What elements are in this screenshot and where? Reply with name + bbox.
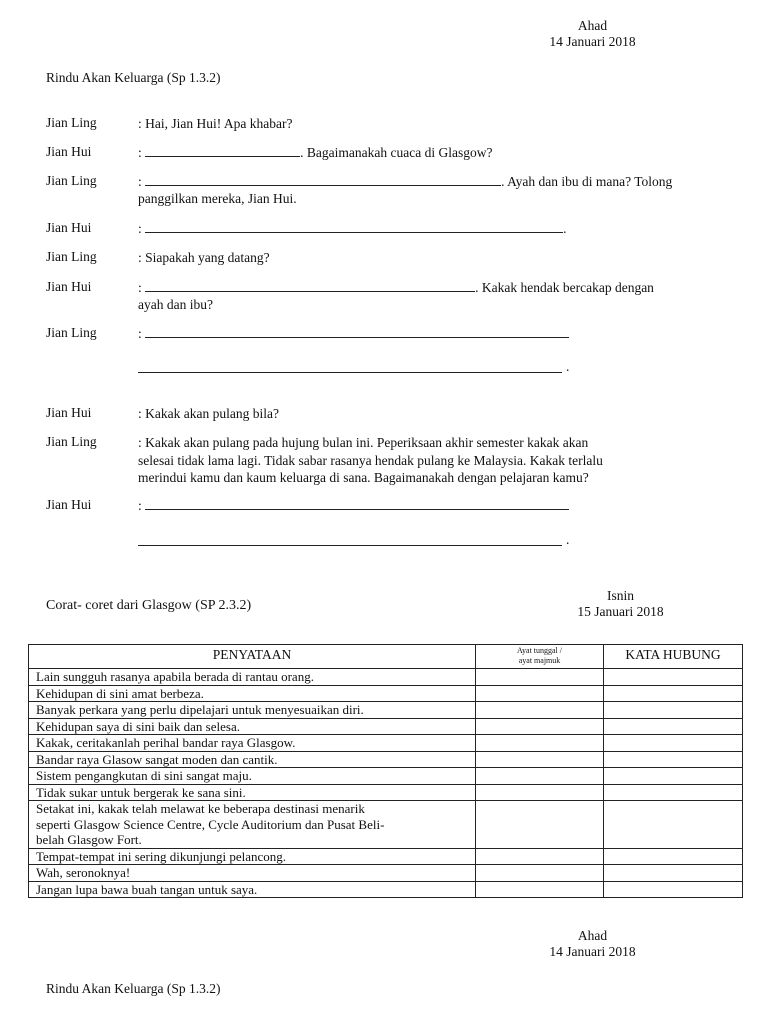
statement-cell: Kakak, ceritakanlah perihal bandar raya Glasgow. xyxy=(29,735,476,752)
ayat-type-cell[interactable] xyxy=(476,669,604,686)
ayat-type-cell[interactable] xyxy=(476,865,604,882)
table-row xyxy=(29,784,743,801)
line-end-period: . xyxy=(566,359,570,374)
speaker-name: Jian Ling xyxy=(46,115,97,130)
table-row xyxy=(29,881,743,898)
dialogue-line: : xyxy=(138,325,569,342)
kata-hubung-cell[interactable] xyxy=(604,702,743,719)
day-label: Ahad xyxy=(577,18,608,33)
statement-cell: Banyak perkara yang perlu dipelajari untuk menyesuaikan diri. xyxy=(29,702,476,719)
ayat-type-cell[interactable] xyxy=(476,735,604,752)
kata-hubung-cell[interactable] xyxy=(604,784,743,801)
speaker-name: Jian Ling xyxy=(46,434,97,449)
speaker-name: Jian Hui xyxy=(46,220,92,235)
date-label: 14 Januari 2018 xyxy=(549,34,636,49)
table-row xyxy=(29,702,743,719)
ayat-type-cell[interactable] xyxy=(476,768,604,785)
kata-hubung-cell[interactable] xyxy=(604,848,743,865)
dialogue-line: : . xyxy=(138,221,567,236)
table-header-row xyxy=(29,645,743,669)
ayat-type-cell[interactable] xyxy=(476,702,604,719)
dialogue-line: : xyxy=(138,497,569,514)
speaker-name: Jian Hui xyxy=(46,279,92,294)
table-row xyxy=(29,685,743,702)
statement-cell: Wah, seronoknya! xyxy=(29,865,476,882)
answer-blank[interactable] xyxy=(145,279,475,292)
ayat-type-cell[interactable] xyxy=(476,718,604,735)
header-penyataan: PENYATAAN xyxy=(29,645,476,669)
table-row xyxy=(29,669,743,686)
kata-hubung-cell[interactable] xyxy=(604,801,743,849)
section-title-2: Corat- coret dari Glasgow (SP 2.3.2) xyxy=(46,598,252,613)
kata-hubung-cell[interactable] xyxy=(604,669,743,686)
kata-hubung-cell[interactable] xyxy=(604,751,743,768)
dialogue-line: : . Kakak hendak bercakap dengan xyxy=(138,280,654,295)
answer-blank[interactable] xyxy=(145,220,563,233)
speaker-name: Jian Hui xyxy=(46,497,92,512)
table-row xyxy=(29,735,743,752)
date-header-3 xyxy=(520,928,665,960)
dialogue-continuation: selesai tidak lama lagi. Tidak sabar rasanya hendak pulang ke Malaysia. Kakak terlalu xyxy=(138,453,603,468)
speaker-name: Jian Hui xyxy=(46,405,92,420)
ayat-type-cell[interactable] xyxy=(476,685,604,702)
table-row xyxy=(29,801,743,849)
ayat-type-cell[interactable] xyxy=(476,881,604,898)
statement-cell: Tidak sukar untuk bergerak ke sana sini. xyxy=(29,784,476,801)
statement-cell: Jangan lupa bawa buah tangan untuk saya. xyxy=(29,881,476,898)
statement-cell: Tempat-tempat ini sering dikunjungi pelancong. xyxy=(29,848,476,865)
day-label: Ahad xyxy=(577,928,608,943)
dialogue-line: : . Ayah dan ibu di mana? Tolong xyxy=(138,174,673,189)
section-title-1: Rindu Akan Keluarga (Sp 1.3.2) xyxy=(46,70,221,85)
kata-hubung-cell[interactable] xyxy=(604,685,743,702)
dialogue-continuation: panggilkan mereka, Jian Hui. xyxy=(138,191,297,206)
ayat-type-cell[interactable] xyxy=(476,801,604,849)
statement-table xyxy=(28,644,743,898)
table-row xyxy=(29,865,743,882)
header-kata-hubung: KATA HUBUNG xyxy=(604,645,743,669)
ayat-type-cell[interactable] xyxy=(476,784,604,801)
dialogue-line: : Kakak akan pulang bila? xyxy=(138,406,279,421)
answer-blank[interactable] xyxy=(145,173,501,186)
table-row xyxy=(29,848,743,865)
statement-cell: Lain sungguh rasanya apabila berada di rantau orang. xyxy=(29,669,476,686)
answer-blank[interactable] xyxy=(138,545,562,546)
table-row xyxy=(29,751,743,768)
section-title-3: Rindu Akan Keluarga (Sp 1.3.2) xyxy=(46,981,221,996)
date-label: 15 Januari 2018 xyxy=(577,604,664,619)
date-header-2 xyxy=(548,588,693,620)
header-ayat-type: Ayat tunggal / ayat majmuk xyxy=(476,645,604,669)
dialogue-line: : Hai, Jian Hui! Apa khabar? xyxy=(138,116,293,131)
statement-cell: Bandar raya Glasow sangat moden dan cantik. xyxy=(29,751,476,768)
speaker-name: Jian Ling xyxy=(46,249,97,264)
dialogue-line: : Kakak akan pulang pada hujung bulan ini. Peperiksaan akhir semester kakak akan xyxy=(138,435,589,450)
date-label: 14 Januari 2018 xyxy=(549,944,636,959)
day-label: Isnin xyxy=(607,588,634,603)
statement-cell: Kehidupan di sini amat berbeza. xyxy=(29,685,476,702)
speaker-name: Jian Ling xyxy=(46,325,97,340)
answer-blank[interactable] xyxy=(145,497,569,510)
speaker-name: Jian Hui xyxy=(46,144,92,159)
date-header-1 xyxy=(520,18,665,50)
table-row xyxy=(29,718,743,735)
kata-hubung-cell[interactable] xyxy=(604,735,743,752)
dialogue-line: : Siapakah yang datang? xyxy=(138,250,270,265)
dialogue-line: : . Bagaimanakah cuaca di Glasgow? xyxy=(138,145,493,160)
dialogue-continuation: ayah dan ibu? xyxy=(138,297,213,312)
answer-blank[interactable] xyxy=(145,144,300,157)
ayat-type-cell[interactable] xyxy=(476,751,604,768)
answer-blank[interactable] xyxy=(145,325,569,338)
table-row xyxy=(29,768,743,785)
statement-cell: Sistem pengangkutan di sini sangat maju. xyxy=(29,768,476,785)
kata-hubung-cell[interactable] xyxy=(604,865,743,882)
statement-cell: Kehidupan saya di sini baik dan selesa. xyxy=(29,718,476,735)
kata-hubung-cell[interactable] xyxy=(604,881,743,898)
line-end-period: . xyxy=(566,532,570,547)
dialogue-continuation: merindui kamu dan kaum keluarga di sana. Bagaimanakah dengan pelajaran kamu? xyxy=(138,470,589,485)
ayat-type-cell[interactable] xyxy=(476,848,604,865)
speaker-name: Jian Ling xyxy=(46,173,97,188)
statement-cell: Setakat ini, kakak telah melawat ke beberapa destinasi menarik seperti Glasgow Science Centre, Cycle Auditorium dan Pusat Beli- belah Glasgow Fort. xyxy=(29,801,476,849)
kata-hubung-cell[interactable] xyxy=(604,768,743,785)
answer-blank[interactable] xyxy=(138,372,562,373)
kata-hubung-cell[interactable] xyxy=(604,718,743,735)
